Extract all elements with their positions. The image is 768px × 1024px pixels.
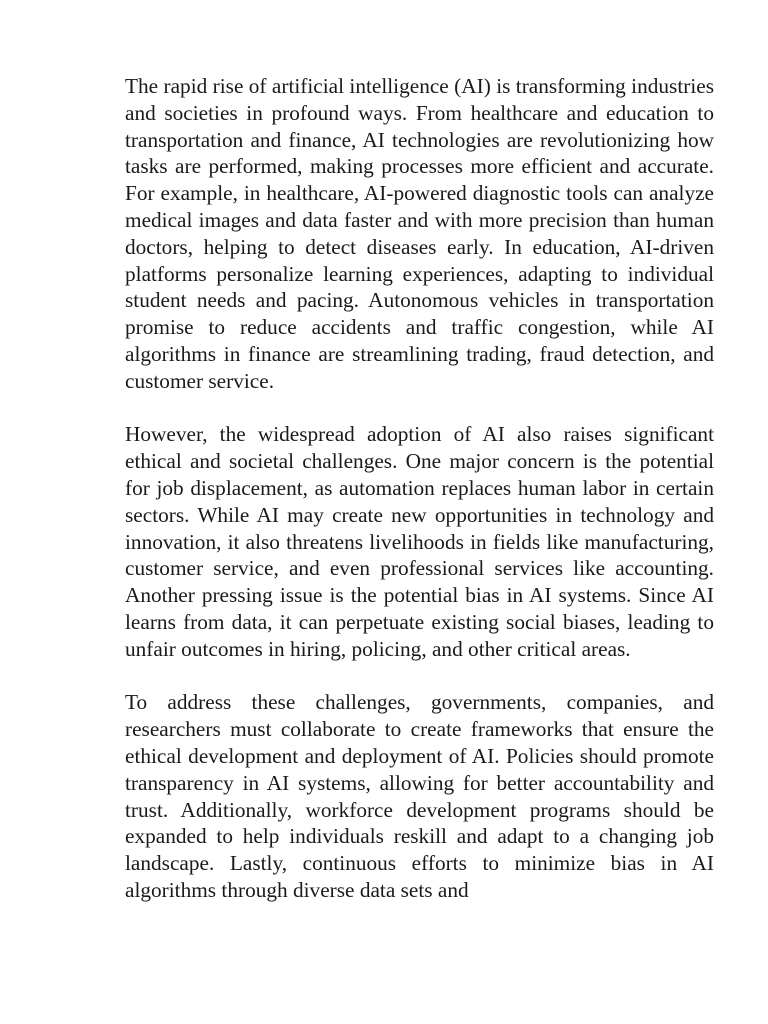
document-body [125, 73, 714, 931]
paragraph-ai-challenges: However, the widespread adoption of AI also raises significant ethical and societal challenges. One major concern is the potential for job displacement, as automation replaces human labor in certain sectors. While AI may create new opportunities in technology and innovation, it also threatens livelihoods in fields like manufacturing, customer service, and even professional services like accounting. Another pressing issue is the potential bias in AI systems. Since AI learns from data, it can perpetuate existing social biases, leading to unfair outcomes in hiring, policing, and other critical areas. [125, 422, 714, 661]
paragraph-ai-transformation: The rapid rise of artificial intelligence (AI) is transforming industries and societies in profound ways. From healthcare and education to transportation and finance, AI technologies are revolutionizing how tasks are performed, making processes more efficient and accurate. For example, in healthcare, AI-powered diagnostic tools can analyze medical images and data faster and with more precision than human doctors, helping to detect diseases early. In education, AI-driven platforms personalize learning experiences, adapting to individual student needs and pacing. Autonomous vehicles in transportation promise to reduce accidents and traffic congestion, while AI algorithms in finance are streamlining trading, fraud detection, and customer service. [125, 74, 714, 393]
paragraph-ai-solutions: To address these challenges, governments, companies, and researchers must collaborate to create frameworks that ensure the ethical development and deployment of AI. Policies should promote transparency in AI systems, allowing for better accountability and trust. Additionally, workforce development programs should be expanded to help individuals reskill and adapt to a changing job landscape. Lastly, continuous efforts to minimize bias in AI algorithms through diverse data sets and [125, 690, 714, 902]
